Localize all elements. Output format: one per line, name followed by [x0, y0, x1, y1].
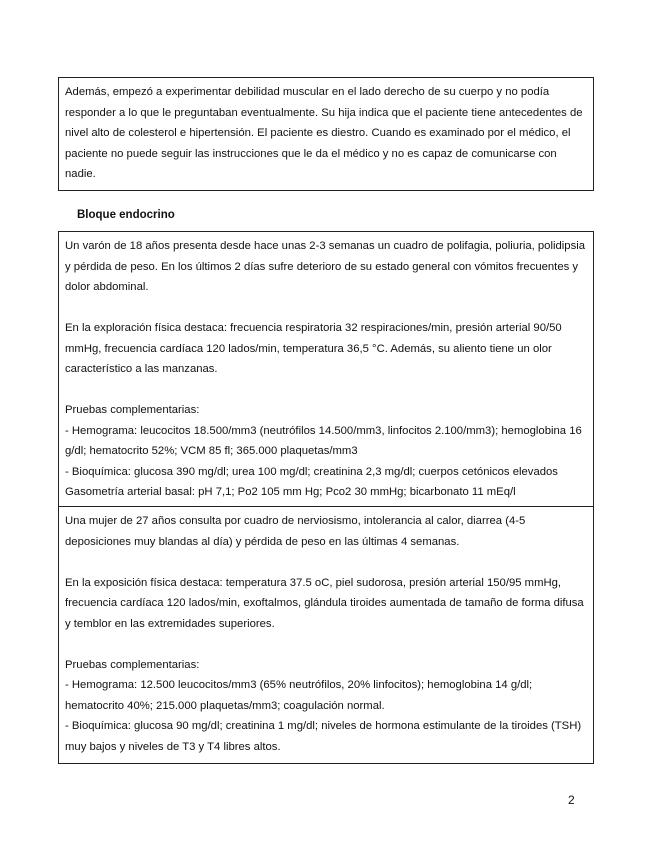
biochem-line: - Bioquímica: glucosa 90 mg/dl; creatinina 1 mg/dl; niveles de hormona estimulante de la tiroides (TSH) muy bajos y niveles de T3 y T4 libres altos. [65, 720, 582, 753]
case-continuation-box [58, 77, 594, 191]
biochem-line: - Bioquímica: glucosa 390 mg/dl; urea 100 mg/dl; creatinina 2,3 mg/dl; cuerpos cetónicos elevados [65, 465, 558, 478]
hemogram-line: - Hemograma: 12.500 leucocitos/mm3 (65% neutrófilos, 20% linfocitos); hemoglobina 14 g/dl; hematocrito 40%; 215.000 plaquetas/mm3; coagulación normal. [65, 679, 533, 712]
tests-title: Pruebas complementarias: [65, 404, 200, 416]
case-box-thyroid [58, 506, 594, 764]
gasometry-line: Gasometría arterial basal: pH 7,1; Po2 105 mm Hg; Pco2 30 mmHg; bicarbonato 11 mEq/l [65, 486, 516, 498]
case-continuation-text: Además, empezó a experimentar debilidad muscular en el lado derecho de su cuerpo y no podía responder a lo que le preguntaban eventualmente. Su hija indica que el paciente tiene antecedentes de nivel alto de colesterol e hipertensión. El paciente es diestro. Cuando es examinado por el médico, el paciente no puede seguir las instrucciones que le da el médico y no es capaz de comunicarse con nadie. [65, 86, 583, 180]
case-box-diabetes [58, 231, 594, 507]
tests-title: Pruebas complementarias: [65, 658, 200, 671]
case-exam: En la exposición física destaca: temperatura 37.5 oC, piel sudorosa, presión arterial 150/95 mmHg, frecuencia cardíaca 120 lados/min, exoftalmos, glándula tiroides aumentada de tamaño de forma difusa y temblor en las extremidades superiores. [65, 576, 584, 630]
case-intro: Una mujer de 27 años consulta por cuadro de nerviosismo, intolerancia al calor, diarrea (4-5 deposiciones muy blandas al día) y pérdida de peso en las últimas 4 semanas. [65, 515, 526, 548]
case-intro: Un varón de 18 años presenta desde hace unas 2-3 semanas un cuadro de polifagia, poliuria, polidipsia y pérdida de peso. En los últimos 2 días sufre deterioro de su estado general con vómitos frecuentes y dolor abdominal. [65, 240, 586, 293]
case-exam: En la exploración física destaca: frecuencia respiratoria 32 respiraciones/min, presión arterial 90/50 mmHg, frecuencia cardíaca 120 lados/min, temperatura 36,5 °C. Además, su aliento tiene un olor característico a las manzanas. [65, 322, 562, 375]
hemogram-line: - Hemograma: leucocitos 18.500/mm3 (neutrófilos 14.500/mm3, linfocitos 2.100/mm3); hemoglobina 16 g/dl; hematocrito 52%; VCM 85 fl; 365.000 plaquetas/mm3 [65, 424, 582, 457]
page-number: 2 [568, 793, 575, 807]
section-heading: Bloque endocrino [77, 209, 175, 221]
